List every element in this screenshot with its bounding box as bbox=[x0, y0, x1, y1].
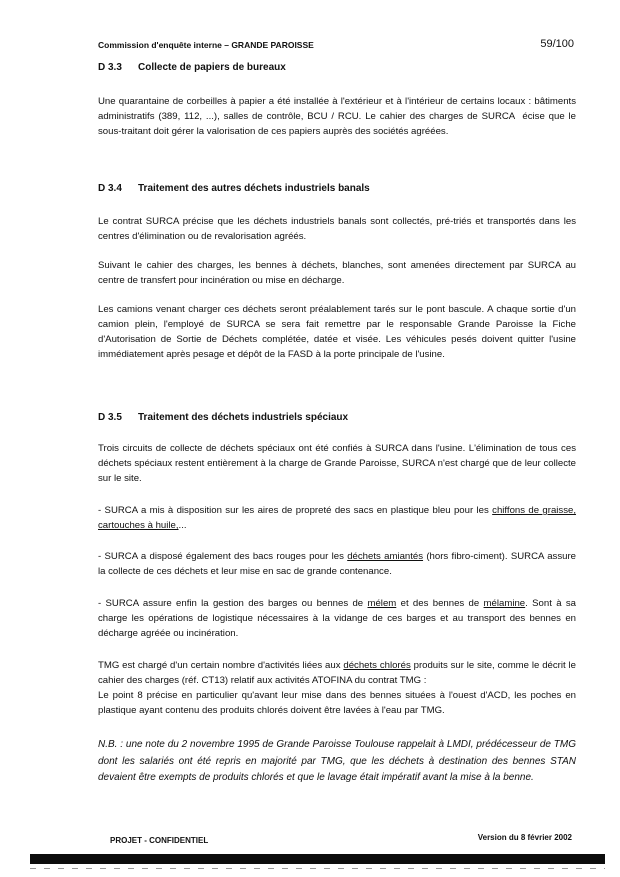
document-header-title: Commission d'enquête interne – GRANDE PAROISSE bbox=[98, 40, 314, 50]
text-run: TMG est chargé d'un certain nombre d'activités liées aux bbox=[98, 660, 344, 671]
scan-artifact-line bbox=[30, 868, 605, 869]
scan-edge-bar bbox=[30, 854, 605, 864]
section-title: Traitement des déchets industriels spéciaux bbox=[138, 412, 349, 423]
underlined-text: mélamine bbox=[483, 598, 526, 609]
paragraph: Le contrat SURCA précise que les déchets industriels banals sont collectés, pré-triés et transportés dans les centres d'élimination ou de revalorisation agréés. bbox=[98, 216, 576, 242]
section-heading-d35 bbox=[98, 412, 348, 423]
section-title: Traitement des autres déchets industriels banals bbox=[138, 183, 370, 194]
paragraph: Suivant le cahier des charges, les bennes à déchets, blanches, sont amenées directement par SURCA au centre de transfert pour incinération ou mise en décharge. bbox=[98, 260, 576, 286]
paragraph bbox=[98, 658, 576, 718]
paragraph: Trois circuits de collecte de déchets spéciaux ont été confiés à SURCA dans l'usine. L'élimination de tous ces déchets spéciaux restent entièrement à la charge de Grande Paroisse, SURCA n'est chargé que de leur collecte sur le site. bbox=[98, 443, 576, 484]
underlined-text: mélem bbox=[367, 598, 397, 609]
text-run: - SURCA a mis à disposition sur les aires de propreté des sacs en plastique bleu pour les bbox=[98, 505, 493, 516]
footer-version: Version du 8 février 2002 bbox=[477, 833, 572, 842]
underlined-text: déchets chlorés bbox=[343, 660, 411, 671]
section-number: D 3.3 bbox=[98, 62, 122, 73]
paragraph: Une quarantaine de corbeilles à papier a été installée à l'extérieur et à l'intérieur de certains locaux : bâtiments administratifs (389, 112, ...), salles de contrôle, BCU / RCU. Le cahier des charges de SURCA ‌ écise que le sous-traitant doit gérer la valorisation de ces papiers auprès des sociétés agréées. bbox=[98, 96, 576, 137]
paragraph bbox=[98, 549, 576, 579]
text-run: . Sont à sa charge les opérations de logistique nécessaires à la vidange de ces barges et au transport des bennes en décharge agréée ou incinération. bbox=[98, 598, 576, 639]
text-run: et des bennes de bbox=[396, 598, 484, 609]
paragraph bbox=[98, 503, 576, 533]
paragraph: Les camions venant charger ces déchets seront préalablement tarés sur le pont bascule. A chaque sortie d'un camion plein, l'employé de SURCA se sera fait remettre par le responsable Grande Paroisse la Fiche d'Autorisation de Sortie de Déchets complétée, datée et visée. Les véhicules pesés doivent quitter l'usine immédiatement après pesage et dépôt de la FASD à la porte principale de l'usine. bbox=[98, 304, 576, 360]
paragraph bbox=[98, 596, 576, 641]
text-run: - SURCA a disposé également des bacs rouges pour les bbox=[98, 551, 348, 562]
note-paragraph: N.B. : une note du 2 novembre 1995 de Grande Paroisse Toulouse rappelait à LMDI, prédécesseur de TMG dont les salariés ont été repris en majorité par TMG, que les déchets à destination des bennes STAN devaient être exempts de produits chlorés et que le lavage était impératif avant la mise à la benne. bbox=[98, 739, 576, 783]
section-number: D 3.5 bbox=[98, 412, 122, 423]
section-title: Collecte de papiers de bureaux bbox=[138, 62, 286, 73]
footer-confidential: PROJET - CONFIDENTIEL bbox=[110, 836, 209, 845]
section-heading-d34 bbox=[98, 183, 370, 194]
text-run: produits sur le site, comme le décrit le cahier des charges (réf. CT13) relatif aux activités ATOFINA du contrat TMG : bbox=[98, 660, 576, 686]
text-run: (hors fibro-ciment). SURCA assure la collecte de ces déchets et leur mise en sac de grande contenance. bbox=[98, 551, 577, 577]
page-number: 59/100 bbox=[540, 38, 574, 50]
text-run: Le point 8 précise en particulier qu'avant leur mise dans des bennes situées à l'ouest d'ACD, les poches en plastique ayant contenu des produits chlorés doivent être lavées à l'eau par TMG. bbox=[98, 690, 576, 716]
section-number: D 3.4 bbox=[98, 183, 122, 194]
text-run: - SURCA assure enfin la gestion des barges ou bennes de bbox=[98, 598, 368, 609]
text-run: ... bbox=[178, 520, 187, 531]
underlined-text: chiffons de graisse, cartouches à huile, bbox=[98, 505, 577, 531]
section-heading-d33 bbox=[98, 62, 286, 73]
underlined-text: déchets amiantés bbox=[347, 551, 424, 562]
